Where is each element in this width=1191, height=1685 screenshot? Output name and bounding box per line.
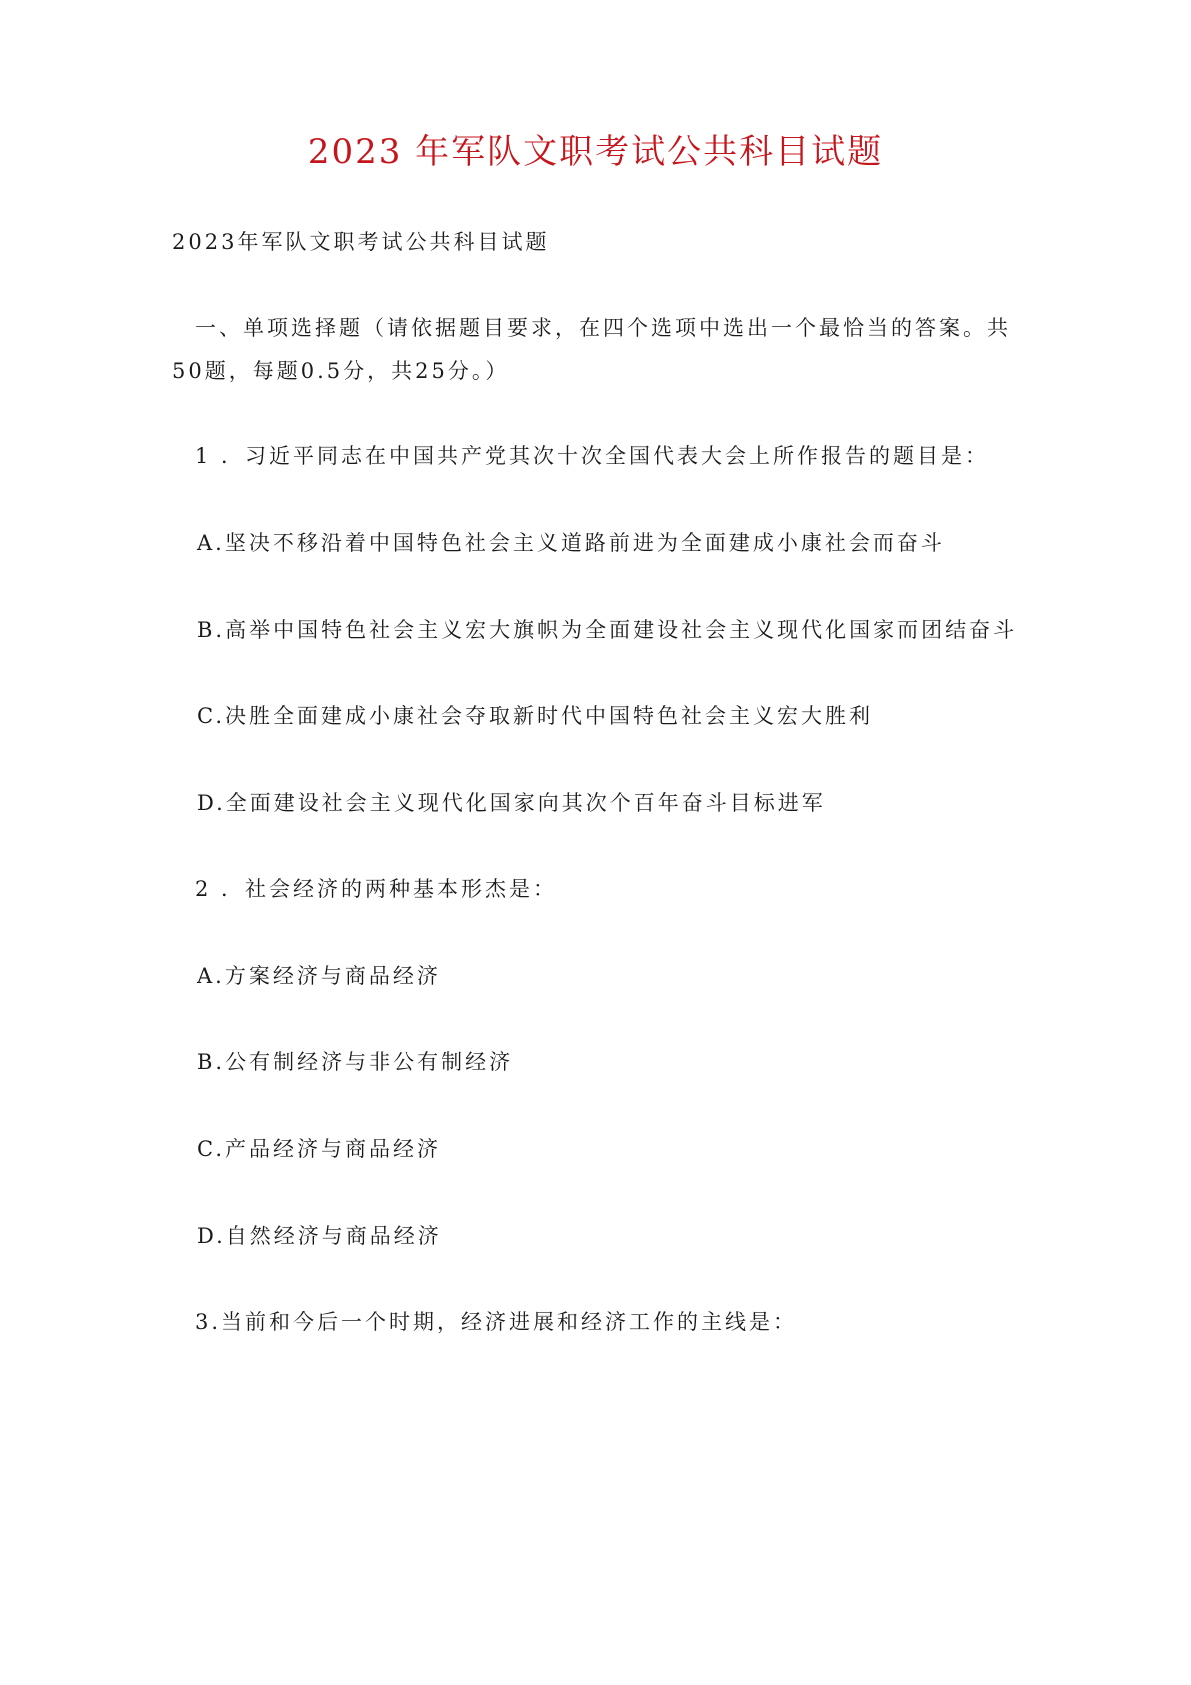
question-2-option-c: C.产品经济与商品经济 xyxy=(197,1137,441,1161)
document-title: 2023 年军队文职考试公共科目试题 xyxy=(307,132,884,172)
question-2-stem: 2 ．社会经济的两种基本形杰是： xyxy=(195,877,558,901)
question-1-option-d: D.全面建设社会主义现代化国家向其次个百年奋斗目标进军 xyxy=(197,791,826,815)
question-1-option-a: A.坚决不移沿着中国特色社会主义道路前进为全面建成小康社会而奋斗 xyxy=(197,531,945,555)
document-subtitle: 2023年军队文职考试公共科目试题 xyxy=(172,230,550,254)
question-1-stem: 1 ．习近平同志在中国共产党其次十次全国代表大会上所作报告的题目是： xyxy=(195,444,990,468)
question-1-option-c: C.决胜全面建成小康社会夺取新时代中国特色社会主义宏大胜利 xyxy=(197,704,873,728)
question-2-option-b: B.公有制经济与非公有制经济 xyxy=(197,1050,514,1074)
section-heading-line-1: 一、单项选择题（请依据题目要求，在四个选项中选出一个最恰当的答案。共 xyxy=(195,316,1011,340)
question-3-stem: 3.当前和今后一个时期，经济进展和经济工作的主线是： xyxy=(195,1310,798,1334)
section-heading-line-2: 50题，每题0.5分，共25分。） xyxy=(172,359,510,383)
question-1-option-b: B.高举中国特色社会主义宏大旗帜为全面建设社会主义现代化国家而团结奋斗 xyxy=(197,618,1018,642)
question-2-option-a: A.方案经济与商品经济 xyxy=(197,964,441,988)
question-2-option-d: D.自然经济与商品经济 xyxy=(197,1224,442,1248)
